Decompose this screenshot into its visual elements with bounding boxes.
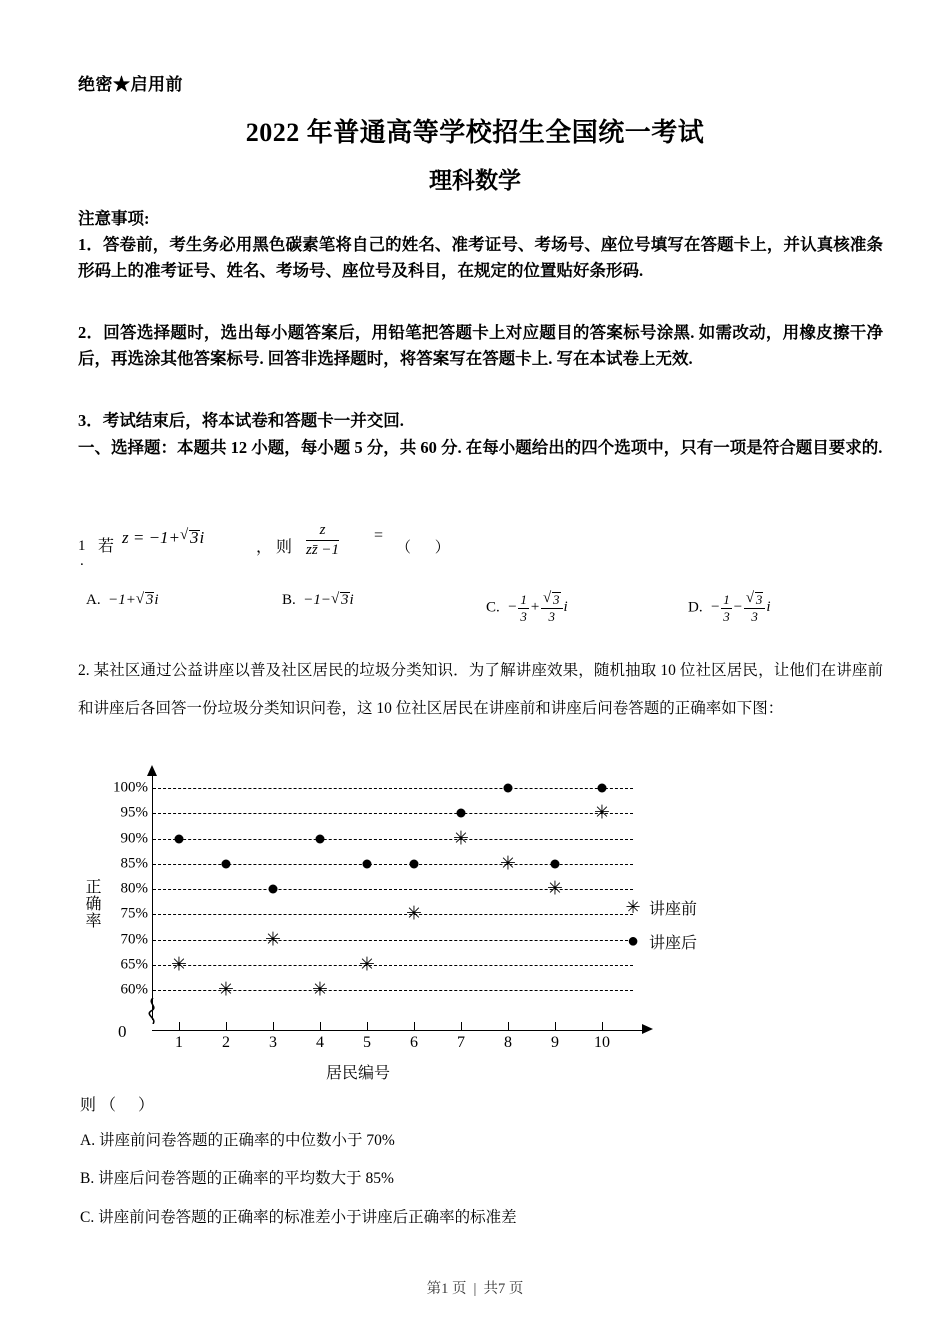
- fraction-denominator: zz̄ −1: [306, 542, 340, 558]
- data-point-asterisk: ✳: [312, 978, 328, 1001]
- data-point-asterisk: ✳: [265, 928, 281, 950]
- option-d-sign2: −: [732, 599, 743, 616]
- option-c-label: C.: [486, 599, 500, 616]
- x-axis-tick: [179, 1022, 180, 1031]
- option-d-fraction-1: [721, 593, 732, 624]
- plot-area: [153, 788, 633, 1028]
- x-axis-tick-label: 6: [410, 1034, 418, 1051]
- option-b[interactable]: [282, 592, 354, 609]
- x-axis-title: 居民编号: [325, 1065, 390, 1082]
- data-point-asterisk: ✳: [500, 852, 516, 875]
- option-a-label: A.: [86, 592, 101, 608]
- legend-item: [623, 924, 697, 958]
- data-point-asterisk: ✳: [218, 978, 234, 1001]
- option-d-suffix: i: [766, 599, 771, 616]
- question-1-number: 1: [78, 538, 86, 554]
- sqrt-icon: √ 3: [746, 592, 764, 607]
- gridline: [153, 813, 633, 814]
- question-2-choice-b[interactable]: B. 讲座后问卷答题的正确率的平均数大于 85%: [80, 1170, 394, 1187]
- axis-origin-label: 0: [118, 1022, 127, 1041]
- notice-item-1: 1．答卷前，考生务必用黑色碳素笔将自己的姓名、准考证号、考场号、座位号填写在答题卡上，并认真核准条形码上的准考证号、姓名、考场号、座位号及科目，在规定的位置贴好条形码.: [78, 235, 883, 280]
- option-c-f1-num: 1: [520, 591, 527, 607]
- data-point-dot: [598, 784, 607, 793]
- option-a[interactable]: [86, 592, 159, 609]
- x-axis-tick-label: 9: [551, 1034, 559, 1051]
- x-axis-tick: [555, 1022, 556, 1031]
- y-axis-tick-label: 60%: [120, 981, 148, 998]
- notice-item-2: 2．回答选择题时，选出每小题答案后，用铅笔把答题卡上对应题目的答案标号涂黑. 如需改动，用橡皮擦干净后，再选涂其他答案标号. 回答非选择题时，将答案写在答题卡上. 写在本试卷上无效.: [78, 323, 883, 368]
- question-2-choice-a[interactable]: A. 讲座前问卷答题的正确率的中位数小于 70%: [80, 1132, 395, 1149]
- data-point-asterisk: ✳: [359, 953, 375, 976]
- option-b-label: B.: [282, 592, 296, 608]
- question-2-text: 2. 某社区通过公益讲座以普及社区居民的垃圾分类知识．为了解讲座效果，随机抽取 10 位社区居民，让他们在讲座前和讲座后各回答一份垃圾分类知识问卷，这 10 位社区居民在讲座前和讲座后问卷答题的正确率如下图：: [78, 662, 883, 717]
- then-answer-blank: （ ）: [100, 1097, 164, 1114]
- sqrt-icon: √ 3: [543, 592, 561, 607]
- y-axis-tick-label: 100%: [113, 779, 148, 796]
- option-c-sign1: −: [507, 599, 518, 616]
- fraction-numerator: z: [306, 522, 339, 541]
- x-axis-tick-label: 4: [316, 1034, 324, 1051]
- gridline: [153, 839, 633, 840]
- x-axis-tick: [226, 1022, 227, 1031]
- option-c-fraction-1: [518, 593, 529, 624]
- data-point-asterisk: ✳: [547, 877, 563, 900]
- notice-item-3: 3．考试结束后，将本试卷和答题卡一并交回.: [78, 411, 404, 430]
- data-point-dot: [410, 859, 419, 868]
- option-b-radicand: 3: [341, 592, 349, 608]
- data-point-asterisk: ✳: [406, 902, 422, 925]
- sqrt-icon: [331, 592, 350, 609]
- x-axis-tick-label: 2: [222, 1034, 230, 1051]
- footer-separator: |: [473, 1281, 477, 1297]
- legend-dot-icon: ●: [626, 929, 640, 952]
- option-b-suffix: i: [349, 592, 354, 608]
- option-d-f1-num: 1: [723, 591, 730, 607]
- data-point-dot: [551, 859, 560, 868]
- data-point-dot: [222, 859, 231, 868]
- option-c-fraction-2: [541, 592, 563, 624]
- option-c-sign2: +: [529, 599, 541, 616]
- data-point-dot: [175, 834, 184, 843]
- question-2-then: [80, 1092, 163, 1115]
- gridline: [153, 788, 633, 789]
- gridline: [153, 965, 633, 966]
- option-c[interactable]: [486, 592, 568, 624]
- page-title: 2022 年普通高等学校招生全国统一考试: [245, 118, 705, 147]
- option-d-label: D.: [688, 599, 703, 616]
- page-footer: [0, 1277, 950, 1298]
- x-axis-tick: [461, 1022, 462, 1031]
- secret-label: 绝密★启用前: [78, 75, 183, 94]
- gridline: [153, 914, 633, 915]
- y-axis-tick-label: 70%: [120, 931, 148, 947]
- subject-title: 理科数学: [429, 168, 521, 193]
- footer-current-page: 第1 页: [426, 1281, 467, 1297]
- question-1-comma: ，: [256, 539, 273, 556]
- then-label: 则: [80, 1097, 97, 1114]
- y-axis-labels: [78, 779, 148, 1028]
- question-1-then: 则: [276, 539, 293, 556]
- given-tail: i: [199, 528, 205, 547]
- option-d-f2-den: 3: [751, 609, 758, 624]
- x-axis-tick-label: 7: [457, 1034, 465, 1051]
- scatter-chart: [78, 770, 778, 1080]
- question-1-options: [78, 592, 898, 636]
- y-axis-tick-label: 95%: [120, 804, 148, 821]
- legend-label: 讲座后: [649, 934, 698, 952]
- section-one-instructions: 一、选择题：本题共 12 小题，每小题 5 分，共 60 分. 在每小题给出的四个选项中，只有一项是符合题目要求的.: [78, 438, 883, 457]
- legend-label: 讲座前: [649, 900, 698, 918]
- y-axis-tick-label: 80%: [120, 880, 148, 897]
- legend-item: [623, 890, 697, 924]
- question-1: [78, 520, 883, 580]
- option-d-f2-num: [744, 592, 766, 609]
- option-c-f1-den: 3: [520, 608, 527, 624]
- x-axis-tick: [273, 1022, 274, 1031]
- x-axis-tick: [320, 1022, 321, 1031]
- x-axis-tick: [367, 1022, 368, 1031]
- y-axis-tick-label: 75%: [120, 905, 148, 922]
- option-d[interactable]: [688, 592, 771, 624]
- option-d-f1-den: 3: [723, 608, 730, 624]
- gridline: [153, 940, 633, 941]
- given-expression: z = −1+: [122, 528, 181, 547]
- x-axis-arrow-icon: [642, 1024, 653, 1034]
- option-c-f2-den: 3: [548, 609, 556, 624]
- option-c-f2-num: [541, 592, 563, 609]
- option-a-prefix: −1+: [108, 592, 136, 608]
- footer-total-pages: 共7 页: [483, 1281, 524, 1297]
- data-point-dot: [269, 885, 278, 894]
- question-2-choice-c[interactable]: C. 讲座前问卷答题的正确率的标准差小于讲座后正确率的标准差: [80, 1209, 517, 1226]
- option-d-fraction-2: [744, 592, 766, 624]
- question-1-given: [122, 528, 204, 548]
- sqrt-icon: [136, 592, 155, 609]
- x-axis-tick-label: 3: [269, 1034, 277, 1051]
- y-axis-title: 正确率: [83, 878, 100, 929]
- y-axis-tick-label: 90%: [120, 830, 148, 846]
- x-axis-tick: [414, 1022, 415, 1031]
- data-point-dot: [363, 859, 372, 868]
- sqrt-icon: [180, 528, 200, 548]
- data-point-asterisk: ✳: [453, 827, 469, 849]
- question-1-fraction: [306, 522, 339, 559]
- data-point-dot: [504, 784, 513, 793]
- notice-heading: 注意事项:: [78, 209, 150, 228]
- y-axis-tick-label: 85%: [120, 855, 148, 872]
- question-1-number-dot: .: [80, 553, 84, 569]
- data-point-asterisk: ✳: [594, 801, 610, 824]
- data-point-asterisk: ✳: [171, 953, 187, 976]
- y-axis-arrow-icon: [147, 765, 157, 776]
- x-axis-tick-label: 1: [175, 1034, 183, 1051]
- x-axis-tick: [508, 1022, 509, 1031]
- given-radicand: 3: [190, 528, 199, 547]
- x-axis-tick-label: 10: [594, 1034, 610, 1051]
- option-c-suffix: i: [563, 599, 568, 616]
- legend-asterisk-icon: ✳: [625, 896, 641, 918]
- option-d-sign1: −: [710, 599, 721, 616]
- option-b-prefix: −1−: [303, 592, 332, 608]
- option-a-suffix: i: [154, 592, 159, 608]
- y-axis-tick-label: 65%: [120, 956, 148, 973]
- x-axis-tick: [602, 1022, 603, 1031]
- option-a-radicand: 3: [145, 592, 154, 608]
- x-axis-tick-label: 5: [363, 1034, 371, 1051]
- chart-legend: [623, 890, 697, 958]
- data-point-dot: [316, 834, 325, 843]
- question-1-lead: 若: [98, 538, 115, 555]
- question-1-answer-blank: （ ）: [396, 540, 460, 556]
- question-1-equals: =: [374, 527, 384, 544]
- x-axis-tick-label: 8: [504, 1034, 512, 1051]
- data-point-dot: [457, 809, 466, 818]
